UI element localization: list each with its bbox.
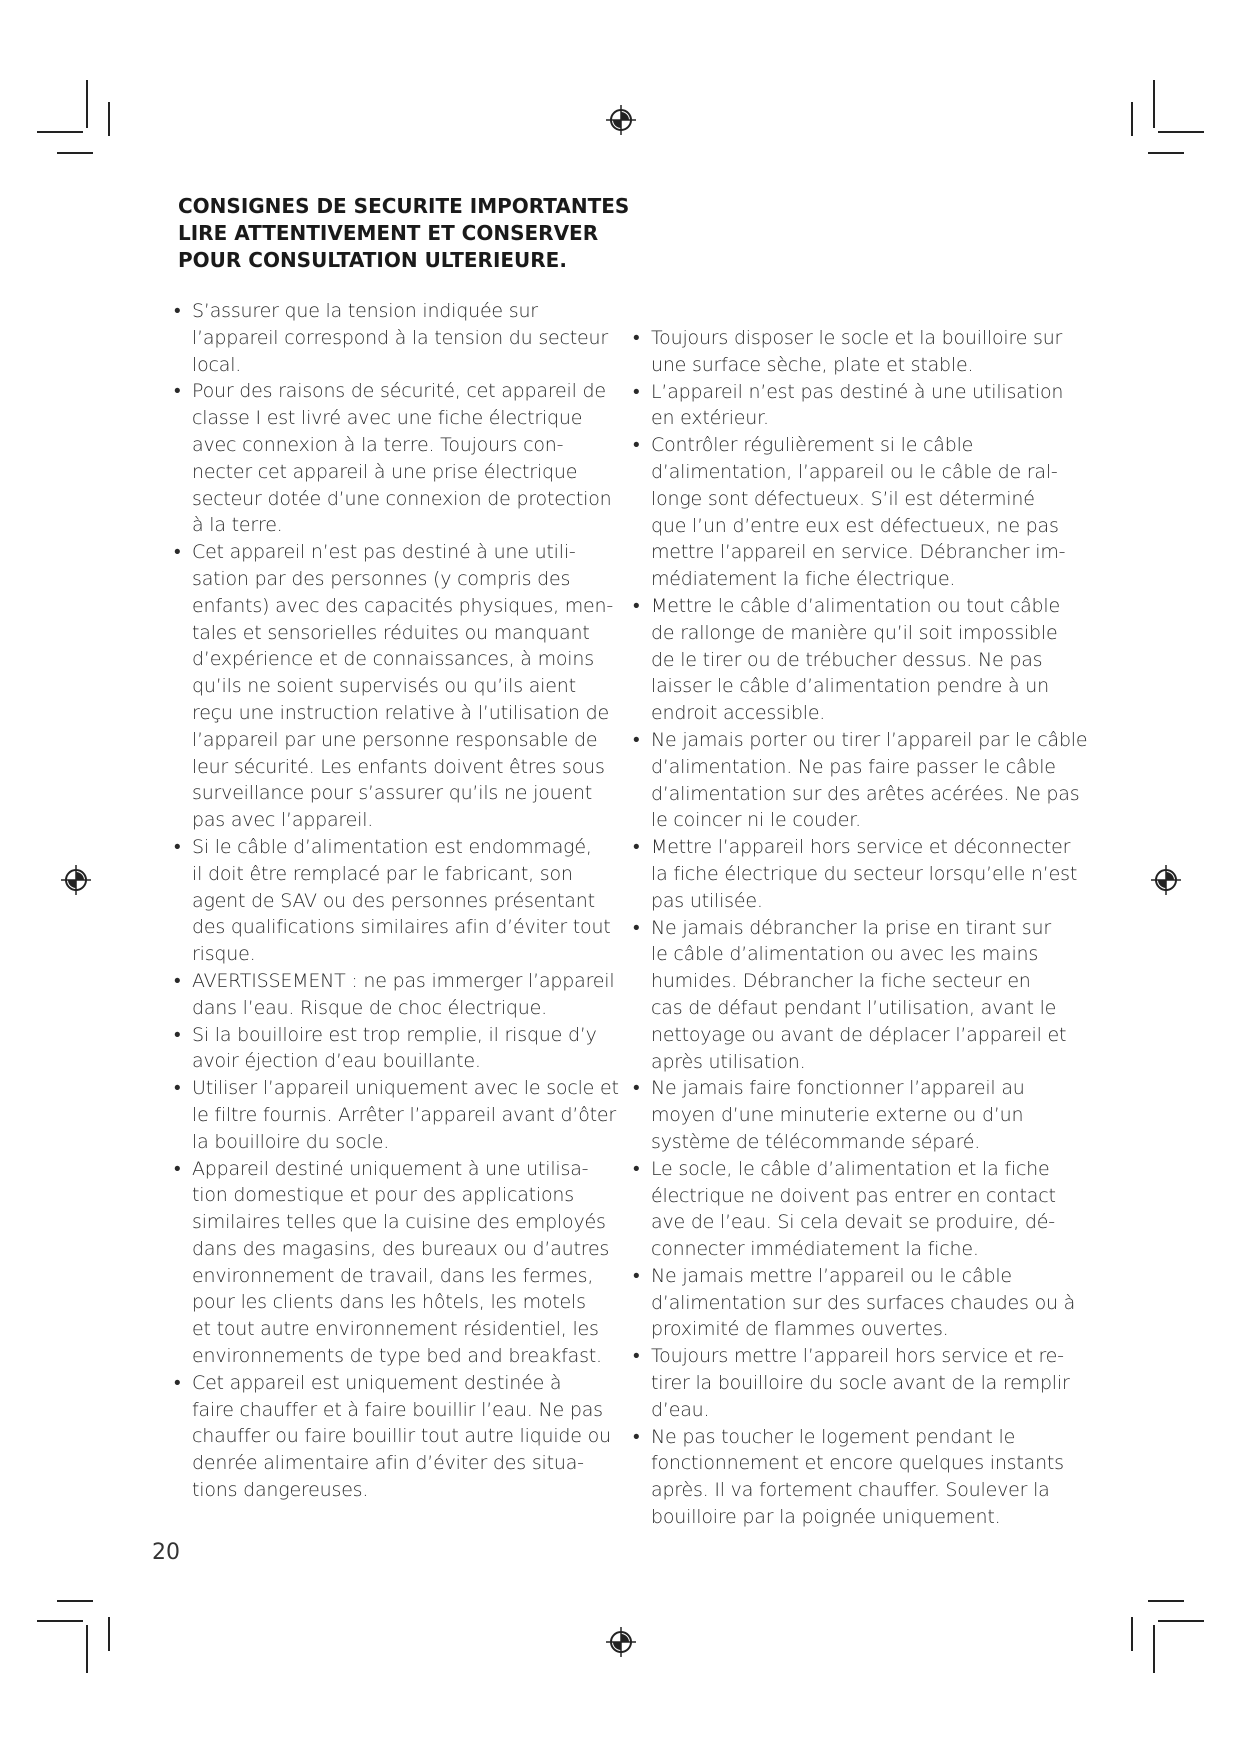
- item-text-line: Si la bouilloire est trop remplie, il risque d’y: [192, 1023, 597, 1046]
- item-text-line: risque.: [192, 943, 256, 966]
- item-text-line: il doit être remplacé par le fabricant, son: [192, 862, 573, 885]
- safety-heading: [178, 193, 678, 274]
- item-text-line: bouilloire par la poignée uniquement.: [651, 1506, 1001, 1529]
- bullet-icon: •: [633, 434, 640, 457]
- bullet-icon: •: [174, 835, 181, 858]
- safety-list-item: [633, 1424, 1073, 1531]
- heading-line: LIRE ATTENTIVEMENT ET CONSERVER: [178, 221, 599, 245]
- item-text-line: sation par des personnes (y compris des: [192, 567, 571, 590]
- item-text-line: local.: [192, 353, 242, 376]
- item-text-line: Ne jamais faire fonctionner l’appareil au: [651, 1077, 1025, 1100]
- item-text-line: d’alimentation sur des surfaces chaudes ou à: [651, 1291, 1076, 1314]
- safety-list-item: [633, 1343, 1073, 1423]
- item-text-line: Ne jamais mettre l’appareil ou le câble: [651, 1264, 1012, 1287]
- item-text-line: Toujours disposer le socle et la bouilloire sur: [651, 327, 1063, 349]
- safety-list-item: [633, 1156, 1073, 1263]
- safety-list-item: [174, 1156, 614, 1370]
- bullet-icon: •: [633, 1264, 640, 1287]
- item-text-line: laisser le câble d’alimentation pendre à un: [651, 675, 1049, 698]
- item-text-line: dans l’eau. Risque de choc électrique.: [192, 996, 547, 1019]
- registration-mark-icon: [61, 865, 91, 895]
- bullet-icon: •: [633, 836, 640, 859]
- item-text-line: denrée alimentaire afin d’éviter des situa-: [192, 1452, 584, 1475]
- item-text-line: enfants) avec des capacités physiques, men-: [192, 594, 614, 617]
- item-text-line: qu’ils ne soient supervisés ou qu’ils aient: [192, 675, 576, 698]
- safety-list-item: [174, 1075, 619, 1155]
- item-text-line: que l’un d’entre eux est défectueux, ne pas: [651, 514, 1059, 537]
- item-text-line: proximité de flammes ouvertes.: [651, 1318, 949, 1341]
- heading-line: CONSIGNES DE SECURITE IMPORTANTES: [178, 194, 630, 218]
- item-text-line: en extérieur.: [651, 407, 769, 430]
- item-text-line: l’appareil par une personne responsable de: [192, 728, 598, 751]
- item-text-line: nettoyage ou avant de déplacer l’appareil et: [651, 1023, 1067, 1046]
- item-text-line: système de télécommande séparé.: [651, 1130, 981, 1153]
- item-text-line: reçu une instruction relative à l’utilisation de: [192, 701, 609, 724]
- bullet-icon: •: [633, 1425, 640, 1448]
- safety-list-item: [174, 834, 614, 968]
- item-text-line: endroit accessible.: [651, 702, 826, 725]
- item-text-line: pas avec l’appareil.: [192, 809, 374, 832]
- item-text-line: Le socle, le câble d’alimentation et la fiche: [651, 1157, 1050, 1180]
- item-text-line: Contrôler régulièrement si le câble: [651, 434, 974, 457]
- item-text-line: secteur dotée d’une connexion de protection: [192, 487, 612, 510]
- crop-mark: [37, 131, 83, 133]
- safety-list-item: [633, 1075, 1073, 1155]
- bullet-icon: •: [174, 969, 181, 992]
- bullet-icon: •: [174, 1157, 181, 1180]
- item-text-line: Ne pas toucher le logement pendant le: [651, 1425, 1016, 1448]
- bullet-icon: •: [633, 1345, 640, 1368]
- crop-mark: [1131, 102, 1133, 136]
- safety-list-item: [174, 378, 614, 539]
- safety-list-item: [633, 432, 1073, 593]
- bullet-icon: •: [633, 916, 640, 939]
- bullet-icon: •: [174, 541, 181, 564]
- bullet-icon: •: [174, 300, 181, 322]
- crop-mark: [1153, 1625, 1155, 1673]
- item-text-line: avec connexion à la terre. Toujours con-: [192, 433, 564, 456]
- bullet-icon: •: [174, 380, 181, 403]
- safety-list-item: [174, 1370, 614, 1504]
- item-text-line: d’eau.: [651, 1398, 710, 1421]
- item-text-line: mettre l’appareil en service. Débrancher im-: [651, 541, 1066, 564]
- item-text-line: dans des magasins, des bureaux ou d’autres: [192, 1237, 610, 1260]
- item-text-line: Ne jamais porter ou tirer l’appareil par le câble: [651, 728, 1088, 751]
- crop-mark: [1158, 131, 1204, 133]
- item-text-line: après utilisation.: [651, 1050, 806, 1073]
- safety-list-item: [633, 379, 1073, 433]
- item-text-line: Toujours mettre l’appareil hors service et re-: [651, 1345, 1064, 1368]
- registration-mark-icon: [606, 105, 636, 135]
- item-text-line: le câble d’alimentation ou avec les mains: [651, 943, 1039, 966]
- item-text-line: AVERTISSEMENT : ne pas immerger l’appareil: [192, 969, 615, 992]
- item-text-line: environnement de travail, dans les fermes,: [192, 1264, 594, 1287]
- item-text-line: tirer la bouilloire du socle avant de la remplir: [651, 1372, 1070, 1395]
- crop-mark: [57, 1600, 93, 1602]
- item-text-line: S’assurer que la tension indiquée sur: [192, 300, 538, 322]
- item-text-line: électrique ne doivent pas entrer en contact: [651, 1184, 1056, 1207]
- item-text-line: surveillance pour s’assurer qu’ils ne jouent: [192, 782, 593, 805]
- item-text-line: L’appareil n’est pas destiné à une utilisation: [651, 380, 1064, 403]
- item-text-line: Si le câble d’alimentation est endommagé,: [192, 835, 592, 858]
- page-number: 20: [152, 1540, 180, 1565]
- item-text-line: pour les clients dans les hôtels, les motels: [192, 1291, 586, 1314]
- item-text-line: cas de défaut pendant l’utilisation, avant le: [651, 996, 1057, 1019]
- item-text-line: d’expérience et de connaissances, à moins: [192, 648, 594, 671]
- safety-list-item: [633, 834, 1078, 914]
- item-text-line: avoir éjection d’eau bouillante.: [192, 1050, 481, 1073]
- bullet-icon: •: [174, 1077, 181, 1100]
- heading-line: POUR CONSULTATION ULTERIEURE.: [178, 248, 567, 272]
- item-text-line: la fiche électrique du secteur lorsqu’elle n’est: [651, 862, 1078, 885]
- item-text-line: Mettre l’appareil hors service et déconnecter: [651, 836, 1071, 859]
- item-text-line: longe sont défectueux. S’il est déterminé: [651, 487, 1035, 510]
- item-text-line: des qualifications similaires afin d’éviter tout: [192, 916, 611, 939]
- safety-list-item: [633, 325, 1073, 379]
- item-text-line: necter cet appareil à une prise électrique: [192, 460, 578, 483]
- crop-mark: [1148, 1600, 1184, 1602]
- right-column-safety-list: [633, 325, 1088, 1531]
- bullet-icon: •: [174, 1371, 181, 1394]
- item-text-line: tions dangereuses.: [192, 1479, 369, 1502]
- bullet-icon: •: [633, 380, 640, 403]
- item-text-line: et tout autre environnement résidentiel, les: [192, 1318, 599, 1341]
- safety-list-item: [174, 968, 614, 1022]
- item-text-line: pas utilisée.: [651, 889, 763, 912]
- item-text-line: chauffer ou faire bouillir tout autre liquide ou: [192, 1425, 611, 1448]
- item-text-line: leur sécurité. Les enfants doivent êtres sous: [192, 755, 605, 778]
- item-text-line: ave de l’eau. Si cela devait se produire, dé-: [651, 1211, 1055, 1234]
- safety-list-item: [633, 727, 1088, 834]
- safety-list-item: [633, 593, 1073, 727]
- item-text-line: d’alimentation sur des arêtes acérées. Ne pas: [651, 782, 1080, 805]
- safety-list-item: [633, 915, 1073, 1076]
- item-text-line: après. Il va fortement chauffer. Soulever la: [651, 1479, 1050, 1502]
- item-text-line: tales et sensorielles réduites ou manquant: [192, 621, 590, 644]
- item-text-line: faire chauffer et à faire bouillir l’eau. Ne pas: [192, 1398, 603, 1421]
- registration-mark-icon: [606, 1627, 636, 1657]
- crop-mark: [1158, 1620, 1204, 1622]
- item-text-line: la bouilloire du socle.: [192, 1130, 390, 1153]
- item-text-line: Cet appareil n’est pas destiné à une utili-: [192, 541, 576, 564]
- safety-list-item: [174, 1022, 614, 1076]
- crop-mark: [86, 1625, 88, 1673]
- item-text-line: d’alimentation. Ne pas faire passer le câble: [651, 755, 1056, 778]
- item-text-line: Utiliser l’appareil uniquement avec le socle et: [192, 1077, 619, 1100]
- item-text-line: le coincer ni le couder.: [651, 809, 861, 832]
- item-text-line: agent de SAV ou des personnes présentant: [192, 889, 595, 912]
- item-text-line: Cet appareil est uniquement destinée à: [192, 1371, 562, 1394]
- item-text-line: fonctionnement et encore quelques instants: [651, 1452, 1064, 1475]
- bullet-icon: •: [633, 1157, 640, 1180]
- item-text-line: le filtre fournis. Arrêter l’appareil avant d’ôter: [192, 1103, 616, 1126]
- item-text-line: l’appareil correspond à la tension du secteur: [192, 326, 608, 349]
- crop-mark: [1148, 152, 1184, 154]
- item-text-line: d’alimentation, l’appareil ou le câble de ral-: [651, 460, 1058, 483]
- item-text-line: similaires telles que la cuisine des employés: [192, 1211, 606, 1234]
- item-text-line: Mettre le câble d’alimentation ou tout câble: [651, 594, 1060, 617]
- crop-mark: [108, 102, 110, 136]
- item-text-line: environnements de type bed and breakfast.: [192, 1345, 602, 1368]
- crop-mark: [108, 1617, 110, 1651]
- item-text-line: de rallonge de manière qu’il soit impossible: [651, 621, 1058, 644]
- crop-mark: [1153, 80, 1155, 128]
- safety-list-item: [174, 298, 614, 378]
- crop-mark: [1131, 1617, 1133, 1651]
- item-text-line: Ne jamais débrancher la prise en tirant sur: [651, 916, 1051, 939]
- bullet-icon: •: [174, 1023, 181, 1046]
- item-text-line: moyen d’une minuterie externe ou d’un: [651, 1104, 1024, 1127]
- item-text-line: une surface sèche, plate et stable.: [651, 353, 974, 376]
- item-text-line: Appareil destiné uniquement à une utilisa-: [192, 1157, 589, 1180]
- item-text-line: humides. Débrancher la fiche secteur en: [651, 970, 1031, 993]
- item-text-line: classe I est livré avec une fiche électrique: [192, 407, 583, 430]
- crop-mark: [57, 152, 93, 154]
- crop-mark: [86, 80, 88, 128]
- bullet-icon: •: [633, 327, 640, 349]
- item-text-line: Pour des raisons de sécurité, cet appareil de: [192, 380, 606, 403]
- bullet-icon: •: [633, 1077, 640, 1100]
- item-text-line: à la terre.: [192, 514, 283, 537]
- item-text-line: connecter immédiatement la fiche.: [651, 1238, 979, 1261]
- left-column-safety-list: [174, 298, 619, 1504]
- bullet-icon: •: [633, 728, 640, 751]
- bullet-icon: •: [633, 594, 640, 617]
- safety-list-item: [174, 539, 614, 834]
- crop-mark: [37, 1620, 83, 1622]
- item-text-line: tion domestique et pour des applications: [192, 1184, 574, 1207]
- item-text-line: de le tirer ou de trébucher dessus. Ne pas: [651, 648, 1043, 671]
- item-text-line: médiatement la fiche électrique.: [651, 568, 956, 591]
- registration-mark-icon: [1151, 865, 1181, 895]
- safety-list-item: [633, 1263, 1076, 1343]
